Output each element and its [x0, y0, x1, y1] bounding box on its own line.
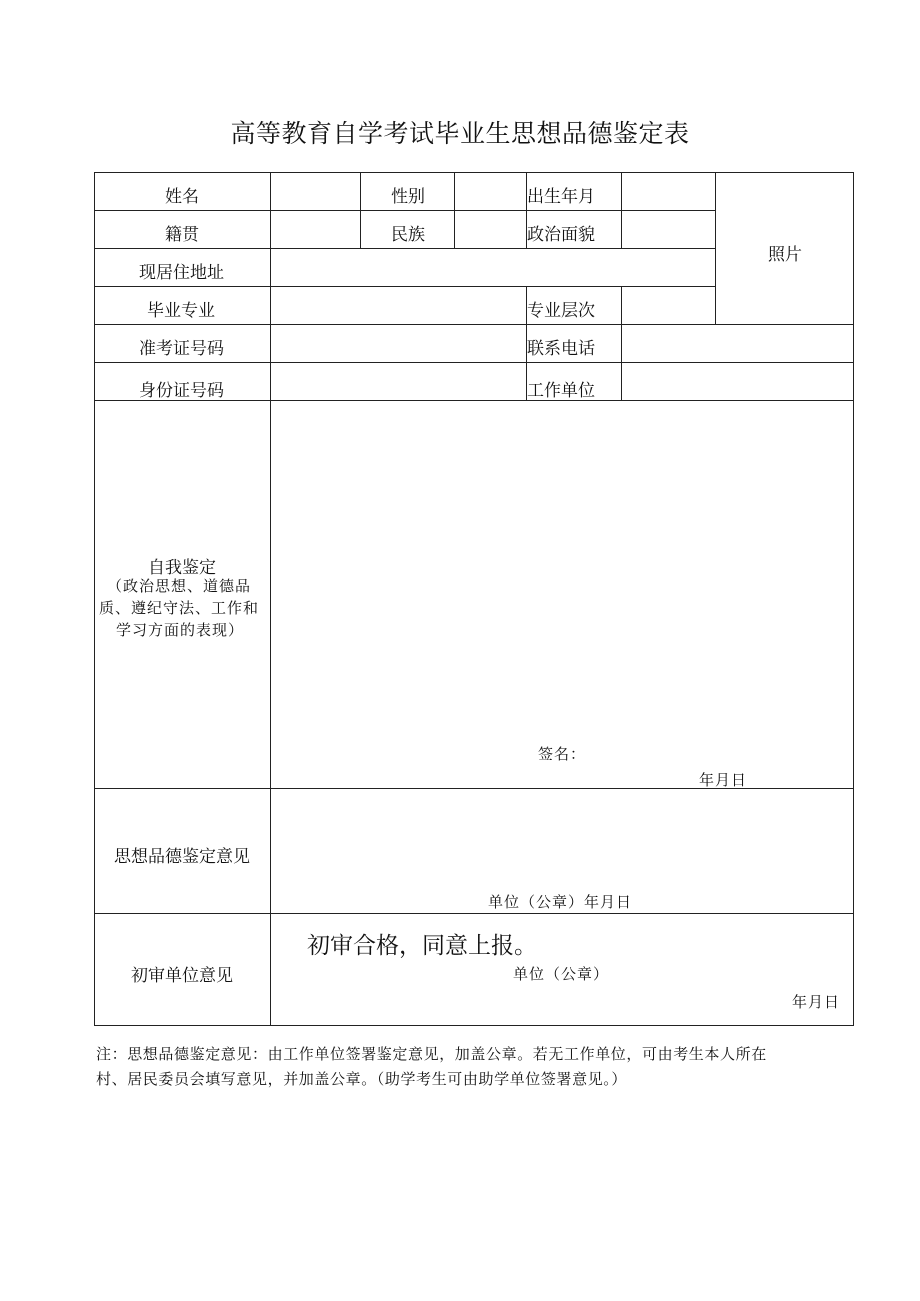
preliminary-seal: 单位（公章） [513, 965, 610, 983]
label-moral-opinion: 思想品德鉴定意见 [114, 847, 250, 867]
label-exam-id: 准考证号码 [139, 339, 224, 359]
footnote-line: 注：思想品德鉴定意见：由工作单位签署鉴定意见，加盖公章。若无工作单位，可由考生本人所在 [96, 1045, 767, 1063]
label-major: 毕业专业 [147, 301, 215, 321]
label-ethnicity: 民族 [391, 225, 425, 245]
footnote-line: 村、居民委员会填写意见，并加盖公章。（助学考生可由助学单位签署意见。） [96, 1070, 628, 1088]
column-divider [715, 173, 716, 324]
label-id-number: 身份证号码 [139, 381, 224, 401]
label-self-assessment: 自我鉴定 [148, 558, 216, 578]
label-preliminary-opinion: 初审单位意见 [131, 966, 233, 986]
label-phone: 联系电话 [527, 339, 595, 359]
row-divider [95, 913, 853, 914]
label-address: 现居住地址 [139, 263, 224, 283]
self-assessment-description: 质、遵纪守法、工作和 [99, 599, 260, 617]
column-divider [270, 173, 271, 1025]
row-divider [95, 286, 716, 287]
label-native-place: 籍贯 [165, 225, 199, 245]
label-work-unit: 工作单位 [527, 381, 595, 401]
footnote [96, 1042, 836, 1092]
row-divider [95, 362, 853, 363]
column-divider [621, 286, 622, 400]
label-political-status: 政治面貌 [527, 225, 595, 245]
self-assessment-date: 年月日 [699, 771, 748, 789]
row-divider [95, 324, 853, 325]
column-divider [360, 173, 361, 248]
label-birth: 出生年月 [527, 187, 595, 207]
label-major-level: 专业层次 [527, 301, 595, 321]
label-photo: 照片 [768, 245, 802, 265]
moral-opinion-seal-date: 单位（公章）年月日 [488, 893, 633, 911]
row-divider [95, 210, 716, 211]
label-name: 姓名 [165, 187, 199, 207]
self-assessment-description: 学习方面的表现） [116, 621, 245, 639]
form-title: 高等教育自学考试毕业生思想品德鉴定表 [230, 119, 690, 148]
self-assessment-description: （政治思想、道德品 [107, 577, 252, 595]
signature-label: 签名： [538, 745, 587, 763]
preliminary-opinion-text: 初审合格，同意上报。 [307, 933, 537, 959]
column-divider [454, 173, 455, 248]
label-gender: 性别 [391, 187, 425, 207]
appraisal-form-table [94, 172, 854, 1026]
column-divider [621, 173, 622, 248]
row-divider [95, 248, 716, 249]
preliminary-date: 年月日 [792, 993, 841, 1011]
